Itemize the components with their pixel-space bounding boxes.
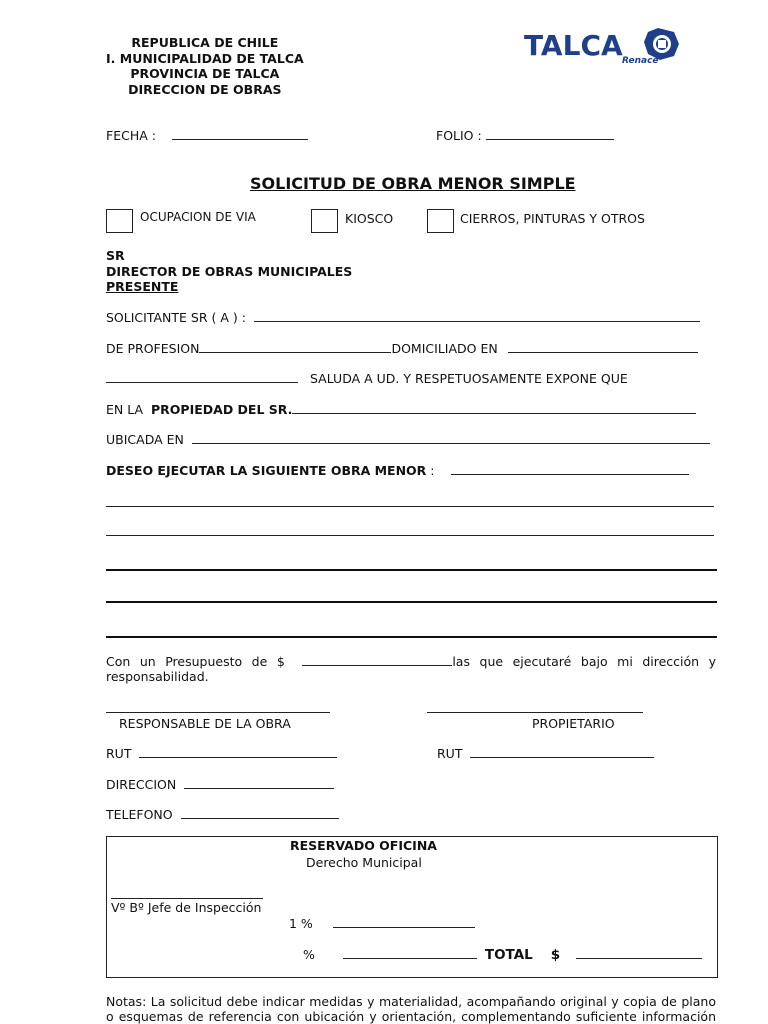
description-line-2[interactable] <box>106 535 714 536</box>
solicitante-field[interactable] <box>254 310 700 322</box>
office-reserved-box <box>106 836 718 978</box>
domiciliado-field[interactable] <box>508 341 698 353</box>
rut-responsable-row <box>106 746 337 761</box>
office-subtitle: Derecho Municipal <box>306 855 422 870</box>
header-line-province: PROVINCIA DE TALCA <box>130 66 280 81</box>
saluda-text: SALUDA A UD. Y RESPETUOSAMENTE EXPONE QUE <box>309 371 628 386</box>
folio-row <box>436 128 614 143</box>
budget-suffix: las que ejecutaré bajo mi dirección y <box>452 654 717 669</box>
telefono-row <box>106 807 339 822</box>
form-title: SOLICITUD DE OBRA MENOR SIMPLE <box>250 174 576 193</box>
propiedad-label: PROPIEDAD DEL SR. <box>151 402 293 417</box>
option-label-kiosco: KIOSCO <box>345 211 394 226</box>
propiedad-row <box>106 402 696 417</box>
notes-line-1: Notas: La solicitud debe indicar medidas y materialidad, acompañando original y copia de plano <box>106 994 716 1009</box>
responsable-label: RESPONSABLE DE LA OBRA <box>119 716 291 731</box>
direccion-row <box>106 777 334 792</box>
description-line-5[interactable] <box>106 636 717 638</box>
header-line-direction: DIRECCION DE OBRAS <box>128 81 282 97</box>
addressee-presente: PRESENTE <box>106 279 179 294</box>
description-line-1[interactable] <box>106 506 714 507</box>
notes-line-2: o esquemas de referencia con ubicación y orientación, complementando suficiente información <box>106 1009 716 1024</box>
notes <box>106 994 716 1024</box>
one-percent-label: 1 % <box>289 916 313 931</box>
direccion-label: DIRECCION <box>106 777 177 792</box>
solicitante-label: SOLICITANTE SR ( A ) : <box>106 310 246 325</box>
folio-label: FOLIO : <box>436 128 482 143</box>
domiciliado-label: DOMICILIADO EN <box>391 341 498 356</box>
profesion-field[interactable] <box>199 341 391 353</box>
budget-row <box>106 654 716 669</box>
propiedad-field[interactable] <box>292 402 696 414</box>
logo-subtext: Renace <box>622 56 659 66</box>
total-label: TOTAL <box>484 947 533 963</box>
description-line-3[interactable] <box>106 569 717 571</box>
propietario-label: PROPIETARIO <box>532 716 615 731</box>
saluda-row <box>106 371 628 386</box>
fecha-row <box>106 128 308 143</box>
checkbox-ocupacion-via[interactable] <box>106 209 133 233</box>
deseo-row <box>106 463 689 478</box>
rut-propietario-field[interactable] <box>470 746 654 758</box>
description-line-4[interactable] <box>106 601 717 603</box>
ubicada-row <box>106 432 710 447</box>
vb-signature-line[interactable] <box>111 898 263 899</box>
fecha-field[interactable] <box>172 128 308 140</box>
en-la-label: EN LA <box>106 402 144 417</box>
deseo-label: DESEO EJECUTAR LA SIGUIENTE OBRA MENOR <box>106 463 427 478</box>
direccion-field[interactable] <box>184 777 334 789</box>
rut-propietario-label: RUT <box>437 746 463 761</box>
deseo-colon: : <box>430 463 435 478</box>
rut-propietario-row <box>437 746 654 761</box>
office-title: RESERVADO OFICINA <box>290 838 437 853</box>
telefono-label: TELEFONO <box>106 807 173 822</box>
rut-responsable-label: RUT <box>106 746 132 761</box>
propietario-signature-line[interactable] <box>427 712 643 713</box>
deseo-field[interactable] <box>451 463 689 475</box>
folio-field[interactable] <box>486 128 614 140</box>
talca-logo <box>524 26 684 69</box>
addressee-sr: SR <box>106 248 125 263</box>
ubicada-field[interactable] <box>192 432 710 444</box>
option-label-ocupacion: OCUPACION DE VIA <box>140 210 256 224</box>
fecha-label: FECHA : <box>106 128 156 143</box>
profesion-label: DE PROFESION <box>106 341 200 356</box>
rut-responsable-field[interactable] <box>139 746 337 758</box>
profesion-row <box>106 341 698 356</box>
total-currency: $ <box>550 947 561 963</box>
addressee-director: DIRECTOR DE OBRAS MUNICIPALES <box>106 263 353 279</box>
addressee <box>106 248 352 295</box>
logo-text: TALCA <box>524 29 623 62</box>
budget-amount-field[interactable] <box>302 654 452 666</box>
responsable-signature-line[interactable] <box>106 712 330 713</box>
total-field[interactable] <box>576 947 702 959</box>
header-line-republic: REPUBLICA DE CHILE <box>131 35 279 50</box>
budget-line-2: responsabilidad. <box>106 669 209 684</box>
total-row <box>303 947 702 963</box>
header-institution <box>106 35 304 97</box>
percent-label: % <box>303 947 315 962</box>
ubicada-label: UBICADA EN <box>106 432 184 447</box>
option-label-cierros: CIERROS, PINTURAS Y OTROS <box>460 211 645 226</box>
budget-prefix: Con un Presupuesto de $ <box>106 654 285 669</box>
one-percent-row <box>289 916 475 931</box>
header-line-municipality: I. MUNICIPALIDAD DE TALCA <box>106 50 304 66</box>
one-percent-field[interactable] <box>333 916 475 928</box>
solicitante-row <box>106 310 700 325</box>
saluda-name-field[interactable] <box>106 371 298 383</box>
telefono-field[interactable] <box>181 807 339 819</box>
percent-field[interactable] <box>343 947 477 959</box>
checkbox-kiosco[interactable] <box>311 209 338 233</box>
vb-label: Vº Bº Jefe de Inspección <box>111 900 262 915</box>
checkbox-cierros[interactable] <box>427 209 454 233</box>
